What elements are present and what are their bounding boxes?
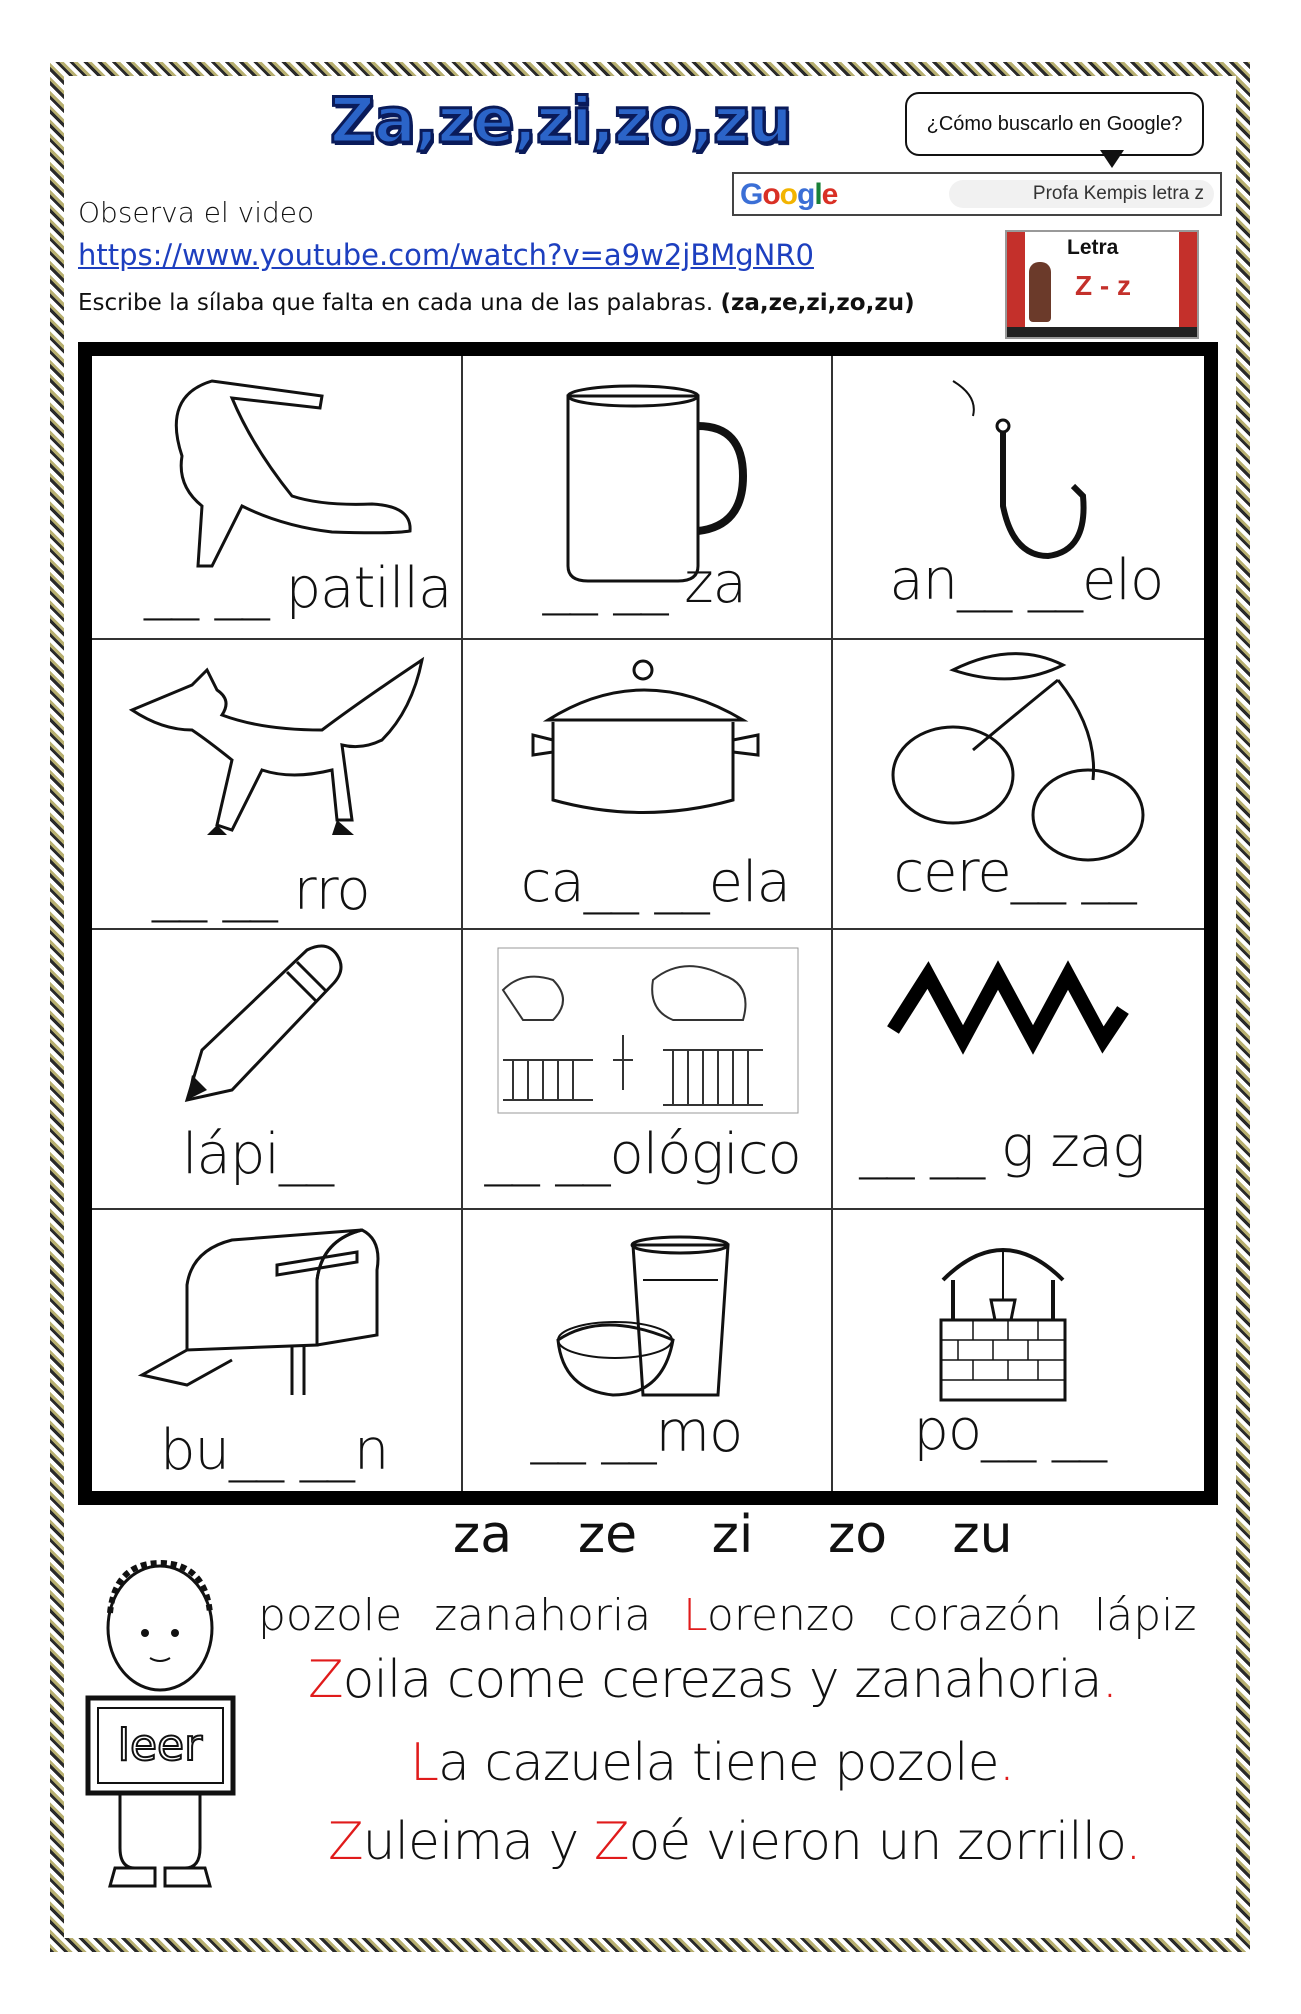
cell-juice (463, 1210, 834, 1491)
video-thumb-title: Letra (1067, 236, 1119, 259)
kid-sign-text: leer (117, 1720, 203, 1771)
cell-zigzag (833, 930, 1204, 1210)
cell-mug (463, 356, 834, 640)
reading-word: corazón (887, 1590, 1063, 1641)
google-query-text: Profa Kempis letra z (949, 180, 1214, 208)
reading-word: pozole (258, 1590, 403, 1641)
word-taza: __ __ za (542, 551, 746, 616)
callout-tail (1100, 150, 1124, 168)
reading-word: Lorenzo (683, 1590, 856, 1641)
word-buzon: bu__ __n (160, 1418, 389, 1483)
word-lapiz: lápi__ (182, 1122, 333, 1187)
video-progress-bar (1007, 327, 1197, 337)
cell-pot (463, 640, 834, 930)
cell-fox (92, 640, 463, 930)
google-search-bar (732, 172, 1222, 216)
word-zigzag: __ __ g zag (859, 1115, 1145, 1180)
exercise-grid (78, 342, 1218, 1505)
reading-word: zanahoria (434, 1590, 652, 1641)
syllable-zi: zi (711, 1505, 754, 1565)
cell-hook (833, 356, 1204, 640)
word-cereza: cere__ __ (893, 840, 1136, 905)
curtain-right (1179, 232, 1197, 337)
google-logo: Google (740, 178, 838, 211)
syllable-zu: zu (952, 1505, 1013, 1565)
google-hint-callout: ¿Cómo buscarlo en Google? (905, 92, 1204, 156)
video-link[interactable]: https://www.youtube.com/watch?v=a9w2jBMgNR0 (78, 238, 814, 272)
video-thumbnail[interactable] (1005, 230, 1199, 339)
write-instruction: Escribe la sílaba que falta en cada una de las palabras. (za,ze,zi,zo,zu) (78, 290, 915, 316)
sentence-3: Zuleima y Zoé vieron un zorrillo. (328, 1812, 1141, 1872)
syllable-list (420, 1505, 1045, 1565)
kid-reading-illustration (80, 1548, 240, 1912)
cell-pencil (92, 930, 463, 1210)
cell-cherries (833, 640, 1204, 930)
curtain-left (1007, 232, 1025, 337)
word-zoologico: __ __ológico (484, 1122, 801, 1187)
cell-zoo (463, 930, 834, 1210)
kid-icon (80, 1548, 240, 1908)
observe-instruction: Observa el video (78, 196, 315, 229)
reading-word: lápiz (1094, 1590, 1197, 1641)
word-pozo: po__ __ (913, 1398, 1106, 1463)
syllable-za: za (452, 1505, 513, 1565)
sentence-2: La cazuela tiene pozole. (410, 1733, 1015, 1793)
word-anzuelo: an__ __elo (889, 548, 1164, 613)
teacher-figure (1029, 262, 1051, 322)
cell-mailbox (92, 1210, 463, 1491)
cell-shoe (92, 356, 463, 640)
syllable-zo: zo (827, 1505, 888, 1565)
video-thumb-letter: Z - z (1075, 270, 1131, 301)
word-cazuela: ca__ __ela (520, 850, 790, 915)
syllable-ze: ze (577, 1505, 638, 1565)
word-zumo: __ __mo (530, 1400, 743, 1465)
word-zapatilla: __ __ patilla (144, 556, 452, 621)
cell-well (833, 1210, 1204, 1491)
page-title: Za,ze,zi,zo,zu (330, 84, 792, 157)
word-zorro: __ __ rro (152, 858, 370, 923)
reading-words (258, 1590, 1196, 1641)
sentence-1: Zoila come cerezas y zanahoria. (308, 1650, 1118, 1710)
